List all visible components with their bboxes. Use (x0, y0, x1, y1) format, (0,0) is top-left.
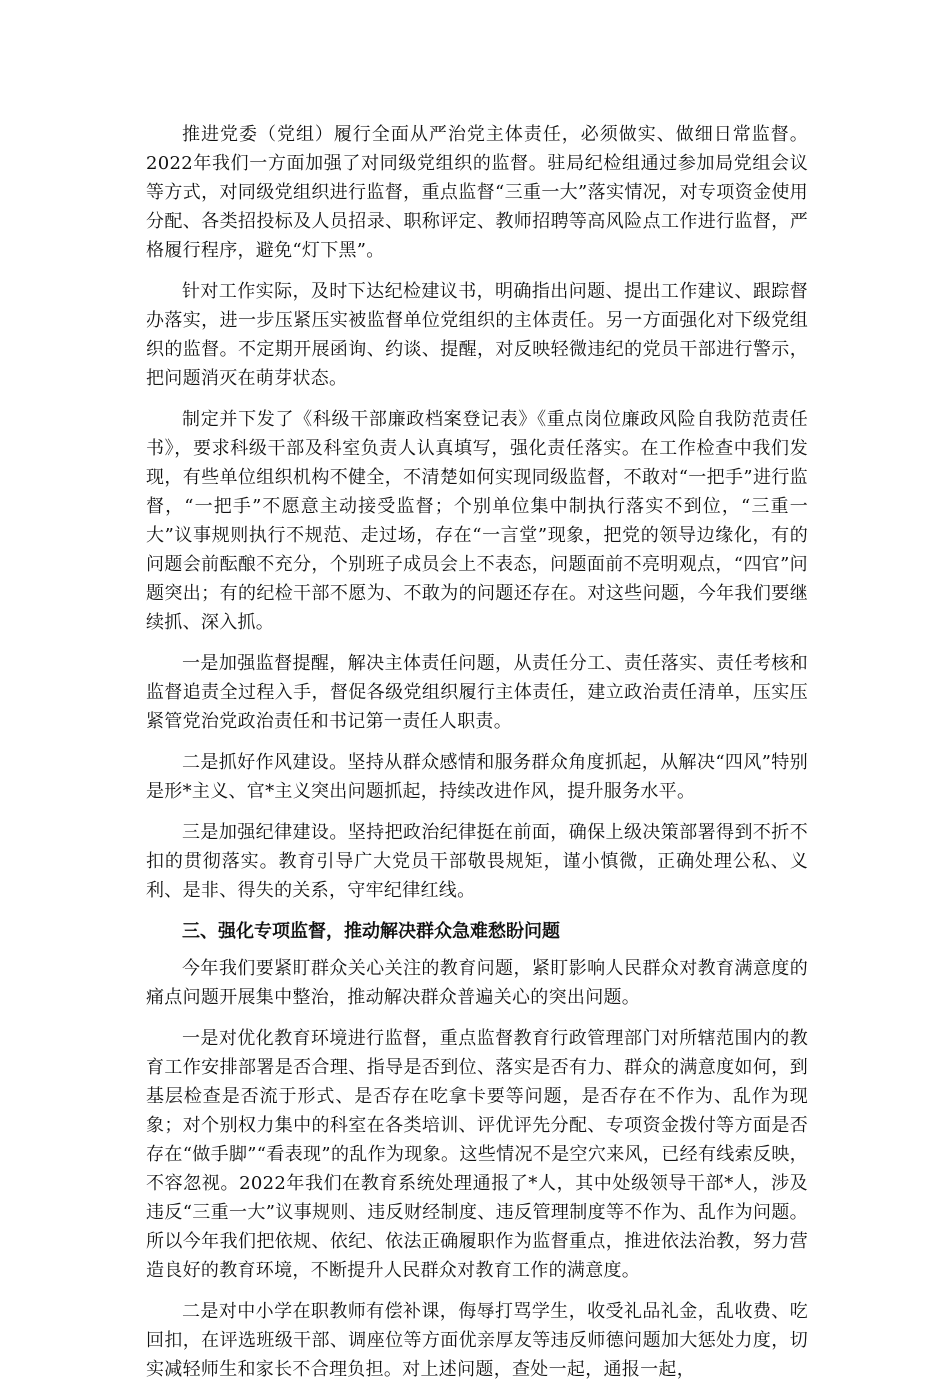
paragraph-5: 二是抓好作风建设。坚持从群众感情和服务群众角度抓起，从解决“四风”特别是形*主义、官*主义突出问题抓起，持续改进作风，提升服务水平。 (146, 752, 808, 802)
paragraph-8: 一是对优化教育环境进行监督，重点监督教育行政管理部门对所辖范围内的教育工作安排部署是否合理、指导是否到位、落实是否有力、群众的满意度如何，到基层检查是否流于形式、是否存在吃拿卡要等问题，是否存在不作为、乱作为现象；对个别权力集中的科室在各类培训、评优评先分配、专项资金拨付等方面是否存在“做手脚”“看表现”的乱作为现象。这些情况不是空穴来风，已经有线索反映，不容忽视。2022年我们在教育系统处理通报了*人，其中处级领导干部*人，涉及违反“三重一大”议事规则、违反财经制度、违反管理制度等不作为、乱作为问题。所以今年我们把依规、依纪、依法正确履职作为监督重点，推进依法治教，努力营造良好的教育环境，不断提升人民群众对教育工作的满意度。 (146, 1028, 808, 1281)
paragraph-4: 一是加强监督提醒，解决主体责任问题，从责任分工、责任落实、责任考核和监督追责全过程入手，督促各级党组织履行主体责任，建立政治责任清单，压实压紧管党治党政治责任和书记第一责任人职责。 (146, 653, 808, 732)
paragraph-9: 二是对中小学在职教师有偿补课，侮辱打骂学生，收受礼品礼金，乱收费、吃回扣，在评选班级干部、调座位等方面优亲厚友等违反师德问题加大惩处力度，切实减轻师生和家长不合理负担。对上述问题，查处一起，通报一起， (146, 1301, 808, 1380)
document-page (146, 120, 808, 1396)
paragraph-7: 今年我们要紧盯群众关心关注的教育问题，紧盯影响人民群众对教育满意度的痛点问题开展集中整治，推动解决群众普遍关心的突出问题。 (146, 958, 808, 1008)
paragraph-1: 推进党委（党组）履行全面从严治党主体责任，必须做实、做细日常监督。2022年我们一方面加强了对同级党组织的监督。驻局纪检组通过参加局党组会议等方式，对同级党组织进行监督，重点监督“三重一大”落实情况，对专项资金使用分配、各类招投标及人员招录、职称评定、教师招聘等高风险点工作进行监督，严格履行程序，避免“灯下黑”。 (146, 124, 808, 261)
section-heading: 三、强化专项监督，推动解决群众急难愁盼问题 (182, 921, 560, 942)
paragraph-6: 三是加强纪律建设。坚持把政治纪律挺在前面，确保上级决策部署得到不折不扣的贯彻落实。教育引导广大党员干部敬畏规矩，谨小慎微，正确处理公私、义利、是非、得失的关系，守牢纪律红线。 (146, 822, 808, 901)
paragraph-3: 制定并下发了《科级干部廉政档案登记表》《重点岗位廉政风险自我防范责任书》，要求科级干部及科室负责人认真填写，强化责任落实。在工作检查中我们发现，有些单位组织机构不健全，不清楚如何实现同级监督，不敢对“一把手”进行监督，“一把手”不愿意主动接受监督；个别单位集中制执行落实不到位，“三重一大”议事规则执行不规范、走过场，存在“一言堂”现象，把党的领导边缘化，有的问题会前酝酿不充分，个别班子成员会上不表态，问题面前不亮明观点，“四官”问题突出；有的纪检干部不愿为、不敢为的问题还存在。对这些问题，今年我们要继续抓、深入抓。 (146, 409, 808, 633)
paragraph-2: 针对工作实际，及时下达纪检建议书，明确指出问题、提出工作建议、跟踪督办落实，进一步压紧压实被监督单位党组织的主体责任。另一方面强化对下级党组织的监督。不定期开展函询、约谈、提醒，对反映轻微违纪的党员干部进行警示，把问题消灭在萌芽状态。 (146, 281, 808, 389)
